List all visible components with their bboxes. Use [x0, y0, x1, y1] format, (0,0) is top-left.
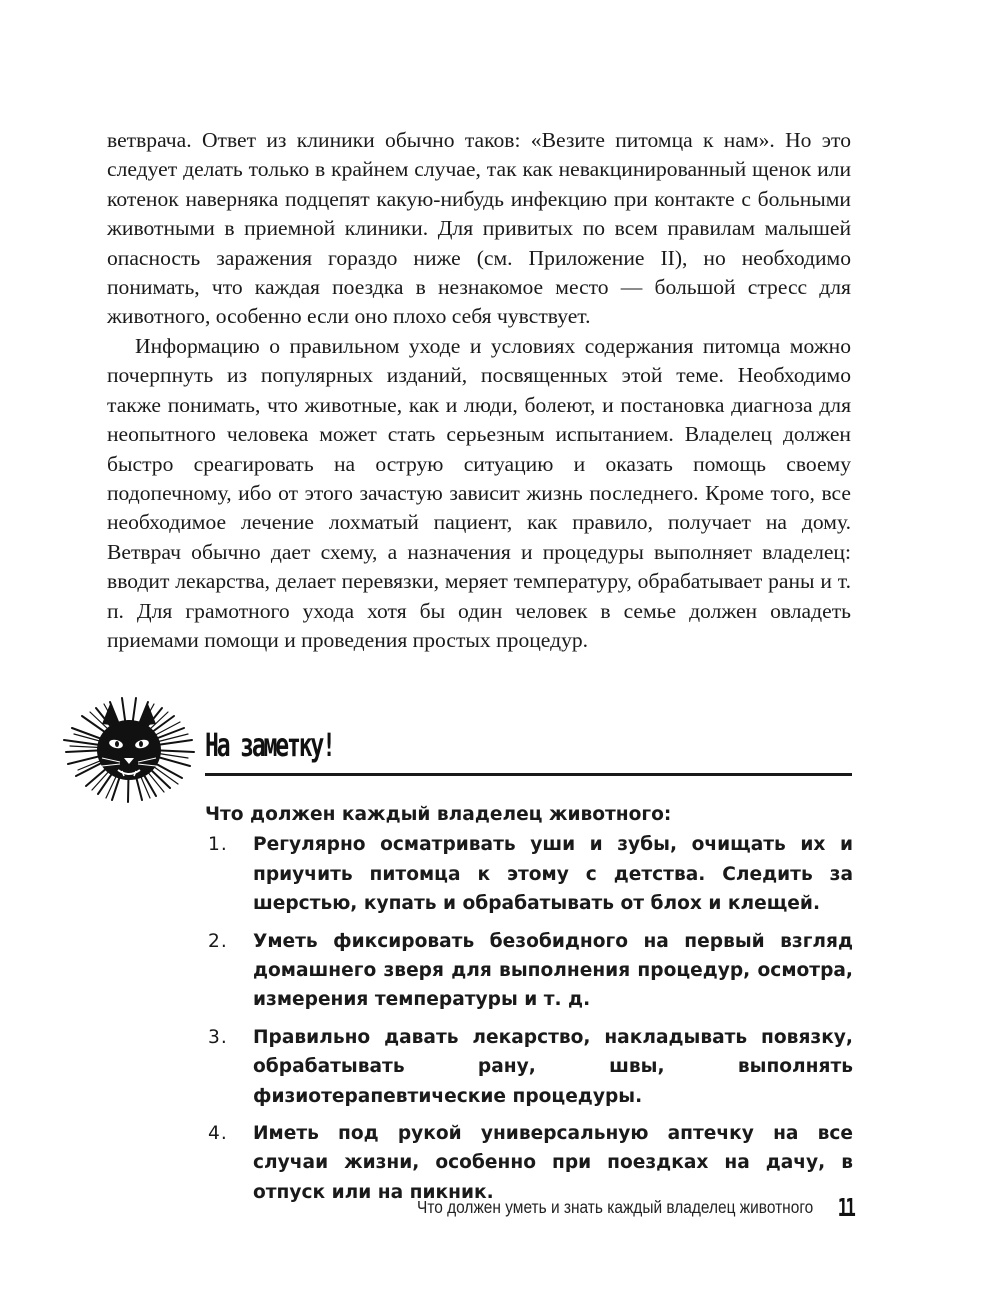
running-title: Что должен уметь и знать каждый владелец животного — [416, 1197, 813, 1217]
page-footer — [375, 1193, 853, 1224]
list-item-number: 3. — [208, 1026, 228, 1048]
list-item-text: Регулярно осматривать уши и зубы, очищать их и приучить питомца к этому с детства. Следить за шерстью, купать и обрабатывать от блох и клещей. — [253, 834, 853, 915]
list-item-number: 1. — [208, 834, 228, 856]
note-title: На заметку! — [205, 726, 334, 764]
list-item — [205, 1119, 853, 1207]
note-box — [205, 800, 853, 1207]
note-list — [205, 830, 853, 1207]
page-number: 11 — [837, 1193, 853, 1222]
note-header — [62, 694, 852, 804]
paragraph-text: Информацию о правильном уходе и условиях содержания питомца можно почерпнуть из популярных изданий, посвященных этой теме. Необходимо также понимать, что животные, как и люди, болеют, и постановка диагноза для неопытного человека может стать серьезным испытанием. Владелец должен быстро среагировать на острую ситуацию и оказать помощь своему подопечному, ибо от этого зачастую зависит жизнь последнего. Кроме того, все необходимое лечение лохматый пациент, как правило, получает на дому. Ветврач обычно дает схему, а назначения и процедуры выполняет владелец: вводит лекарства, делает перевязки, меряет температуру, обрабатывает раны и т. п. Для грамотного ухода хотя бы один человек в семье должен овладеть приемами помощи и проведения простых процедур. — [107, 334, 851, 653]
list-item-number: 2. — [208, 930, 228, 952]
note-divider — [205, 773, 852, 776]
cat-face-icon — [62, 694, 196, 804]
list-item-number: 4. — [208, 1123, 228, 1145]
body-paragraph-2 — [107, 332, 851, 655]
list-item — [205, 927, 853, 1015]
note-heading: Что должен каждый владелец животного: — [205, 804, 672, 825]
list-item-text: Правильно давать лекарство, накладывать повязку, обрабатывать рану, швы, выполнять физиотерапевтические процедуры. — [253, 1026, 853, 1107]
list-item — [205, 830, 853, 918]
list-item — [205, 1023, 853, 1111]
paragraph-text: ветврача. Ответ из клиники обычно таков: «Везите питомца к нам». Но это следует делать только в крайнем случае, так как невакцинированный щенок или котенок наверняка подцепят какую-нибудь инфекцию при контакте с больными животными в приемной клиники. Для привитых по всем правилам малышей опасность заражения гораздо ниже (см. Приложение II), но необходимо понимать, что каждая поездка в незнакомое место — большой стресс для животного, особенно если оно плохо себя чувствует. — [107, 128, 851, 329]
list-item-text: Иметь под рукой универсальную аптечку на все случаи жизни, особенно при поездках на дачу, в отпуск или на пикник. — [253, 1123, 853, 1203]
body-paragraph-1 — [107, 126, 851, 332]
list-item-text: Уметь фиксировать безобидного на первый взгляд домашнего зверя для выполнения процедур, осмотра, измерения температуры и т. д. — [253, 930, 853, 1011]
